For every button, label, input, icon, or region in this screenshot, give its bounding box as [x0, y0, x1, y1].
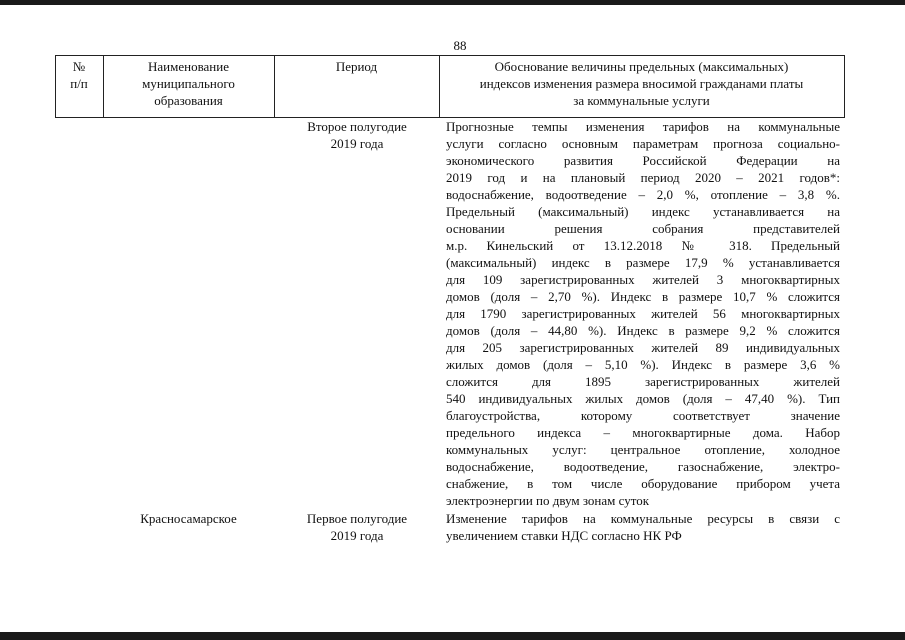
- table-left-border: [55, 55, 56, 118]
- period-line: Второе полугодие: [307, 119, 407, 134]
- bottom-scan-border: [0, 632, 905, 640]
- justification-line: жилых домов (доля – 5,10 %). Индекс в размере 3,6 %: [446, 357, 840, 372]
- row-2-municipality: [105, 510, 272, 527]
- period-line: Первое полугодие: [306, 511, 408, 526]
- page-number: 88: [453, 38, 467, 53]
- header-municipality: [105, 58, 272, 109]
- header-municipality-line: образования: [154, 93, 223, 108]
- row-2-period: [280, 510, 434, 544]
- header-justification: [441, 58, 842, 109]
- justification-line: (максимальный) индекс в размере 17,9 % устанавливается: [446, 255, 840, 270]
- justification-line: Предельный (максимальный) индекс устанавливается на: [446, 204, 840, 219]
- justification-line: увеличением ставки НДС согласно НК РФ: [446, 528, 682, 543]
- justification-line: 2019 год и на плановый период 2020 – 2021 годов*:: [446, 170, 840, 185]
- municipality-name: Красносамарское: [140, 511, 237, 526]
- justification-line: Изменение тарифов на коммунальные ресурсы в связи с: [446, 511, 840, 526]
- row-1-period: [280, 118, 434, 152]
- justification-line: водоснабжение, водоотведение, газоснабжение, электро-: [446, 459, 840, 474]
- justification-line: для 1790 зарегистрированных жителей 56 многоквартирных: [446, 306, 840, 321]
- header-num-line: п/п: [70, 76, 88, 91]
- table-right-border: [844, 55, 845, 118]
- header-municipality-line: Наименование: [148, 59, 229, 74]
- justification-line: снабжение, в том числе оборудование прибором учета: [446, 476, 840, 491]
- justification-line: коммунальных услуг: центральное отопление, холодное: [446, 442, 840, 457]
- justification-line: предельного индекса – многоквартирные дома. Набор: [446, 425, 840, 440]
- row-1-justification: [446, 118, 840, 509]
- justification-line: домов (доля – 2,70 %). Индекс в размере 10,7 % сложится: [446, 289, 840, 304]
- period-line: 2019 года: [330, 136, 384, 151]
- header-period: [276, 58, 437, 75]
- justification-line: 540 индивидуальных жилых домов (доля – 47,40 %). Тип: [446, 391, 840, 406]
- justification-line: экономического развития Российской Федерации на: [446, 153, 840, 168]
- justification-line: м.р. Кинельский от 13.12.2018 № 318. Предельный: [446, 238, 840, 253]
- period-line: 2019 года: [330, 528, 384, 543]
- row-2-justification: [446, 510, 840, 544]
- top-scan-border: [0, 0, 905, 5]
- header-justification-line: за коммунальные услуги: [573, 93, 710, 108]
- column-divider: [103, 55, 104, 118]
- header-num-line: №: [72, 59, 86, 74]
- header-period-line: Период: [335, 59, 378, 74]
- justification-line: услуги согласно основным параметрам прогноза социально-: [446, 136, 840, 151]
- header-justification-line: Обоснование величины предельных (максимальных): [494, 59, 789, 74]
- justification-line: основании решения собрания представителей: [446, 221, 840, 236]
- justification-line: для 205 зарегистрированных жителей 89 индивидуальных: [446, 340, 840, 355]
- header-num: [57, 58, 101, 92]
- header-justification-line: индексов изменения размера вносимой гражданами платы: [479, 76, 804, 91]
- justification-line: Прогнозные темпы изменения тарифов на коммунальные: [446, 119, 840, 134]
- column-divider: [274, 55, 275, 118]
- justification-line: благоустройства, которому соответствует значение: [446, 408, 840, 423]
- justification-line: домов (доля – 44,80 %). Индекс в размере 9,2 % сложится: [446, 323, 840, 338]
- header-municipality-line: муниципального: [142, 76, 235, 91]
- justification-line: водоснабжение, водоотведение – 2,0 %, отопление – 3,8 %.: [446, 187, 840, 202]
- justification-line: сложится для 1895 зарегистрированных жителей: [446, 374, 840, 389]
- justification-line: электроэнергии по двум зонам суток: [446, 493, 650, 508]
- justification-line: для 109 зарегистрированных жителей 3 многоквартирных: [446, 272, 840, 287]
- column-divider: [439, 55, 440, 118]
